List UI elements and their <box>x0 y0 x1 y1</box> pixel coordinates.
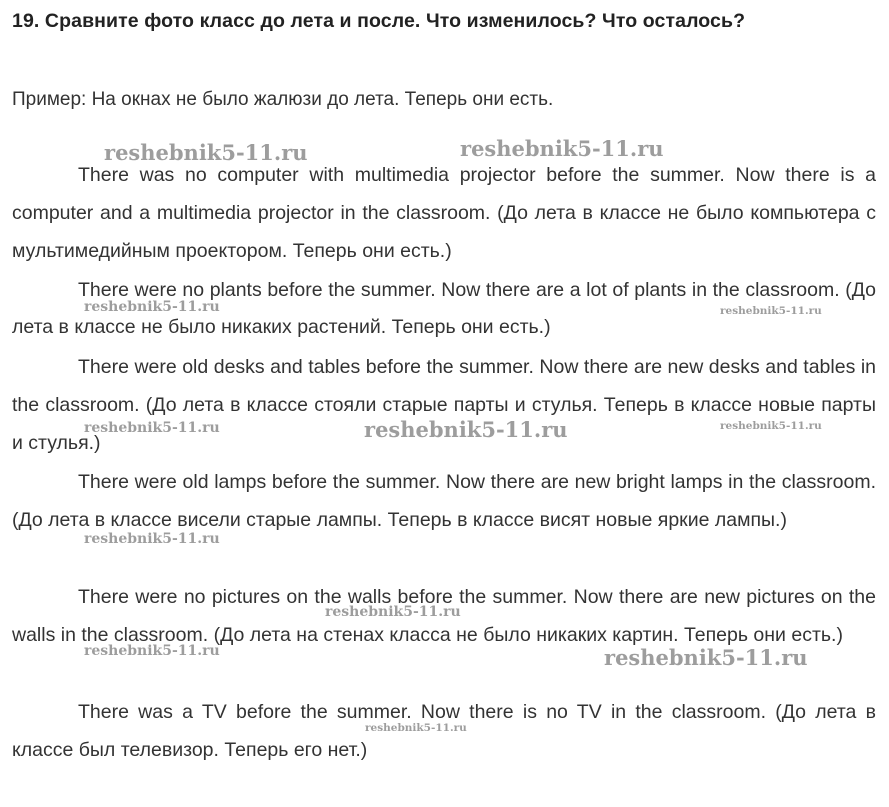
watermark: reshebnik5-11.ru <box>84 420 220 436</box>
watermark: reshebnik5-11.ru <box>84 643 220 659</box>
watermark: reshebnik5-11.ru <box>460 136 664 161</box>
exercise-title: 19. Сравните фото класс до лета и после. Что изменилось? Что осталось? <box>12 10 746 32</box>
answer-paragraph-1: There was no computer with multimedia projector before the summer. Now there is a computer and a multimedia projector in the classroom. (До лета в классе не было компьютера с мультимедийным проектором. Теперь они есть.) <box>12 164 876 262</box>
watermark: reshebnik5-11.ru <box>720 305 822 317</box>
answer-paragraph-3: There were old desks and tables before the summer. Now there are new desks and tables in the classroom. (До лета в классе стояли старые парты и стулья. Теперь в классе новые парты и стулья.) <box>12 356 876 454</box>
watermark: reshebnik5-11.ru <box>325 604 461 620</box>
answer-paragraph-2: There were no plants before the summer. Now there are a lot of plants in the classroom. (До лета в классе не было никаких растений. Теперь они есть.) <box>12 279 876 338</box>
answer-paragraph-5: There were no pictures on the walls before the summer. Now there are new pictures on the walls in the classroom. (До лета на стенах класса не было никаких картин. Теперь они есть.) <box>12 586 876 646</box>
watermark: reshebnik5-11.ru <box>364 417 568 442</box>
watermark: reshebnik5-11.ru <box>84 299 220 315</box>
answer-paragraph-6: There was a TV before the summer. Now there is no TV in the classroom. (До лета в классе был телевизор. Теперь его нет.) <box>12 701 876 761</box>
example-sentence: Пример: На окнах не было жалюзи до лета. Теперь они есть. <box>12 89 554 110</box>
answer-paragraph-4: There were old lamps before the summer. Now there are new bright lamps in the classroom. (До лета в классе висели старые лампы. Теперь в классе висят новые яркие лампы.) <box>12 471 876 531</box>
watermark: reshebnik5-11.ru <box>720 420 822 432</box>
watermark: reshebnik5-11.ru <box>365 722 467 734</box>
watermark: reshebnik5-11.ru <box>604 645 808 670</box>
watermark: reshebnik5-11.ru <box>84 531 220 547</box>
watermark: reshebnik5-11.ru <box>104 140 308 165</box>
